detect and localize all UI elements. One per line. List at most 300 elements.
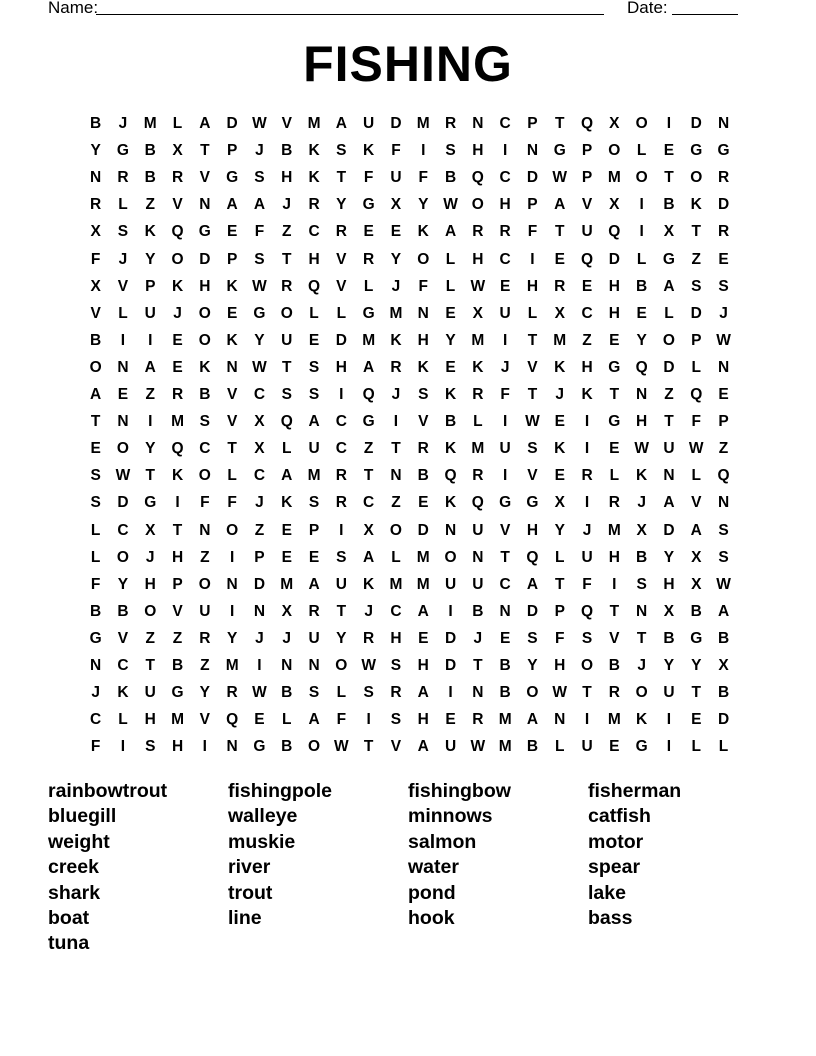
- grid-letter[interactable]: B: [144, 169, 156, 187]
- grid-letter[interactable]: B: [663, 196, 675, 214]
- grid-letter[interactable]: T: [336, 169, 347, 187]
- grid-letter[interactable]: G: [226, 169, 239, 187]
- grid-letter[interactable]: R: [390, 358, 402, 376]
- grid-letter[interactable]: Q: [226, 711, 239, 729]
- grid-letter[interactable]: D: [663, 521, 675, 539]
- grid-letter[interactable]: E: [554, 467, 565, 485]
- grid-letter[interactable]: C: [363, 494, 375, 512]
- grid-letter[interactable]: R: [499, 223, 511, 241]
- grid-letter[interactable]: U: [199, 602, 211, 620]
- grid-letter[interactable]: M: [389, 575, 403, 593]
- grid-letter[interactable]: R: [472, 223, 484, 241]
- grid-letter[interactable]: I: [639, 223, 644, 241]
- grid-letter[interactable]: R: [363, 629, 375, 647]
- grid-letter[interactable]: E: [636, 304, 647, 322]
- grid-letter[interactable]: P: [581, 169, 593, 187]
- grid-letter[interactable]: U: [281, 331, 293, 349]
- grid-letter[interactable]: K: [554, 440, 566, 458]
- grid-letter[interactable]: O: [471, 196, 484, 214]
- grid-letter[interactable]: D: [117, 494, 129, 512]
- grid-letter[interactable]: S: [308, 386, 320, 403]
- grid-letter[interactable]: R: [717, 223, 730, 241]
- grid-letter[interactable]: Y: [418, 196, 429, 214]
- grid-letter[interactable]: E: [609, 738, 620, 756]
- grid-letter[interactable]: Y: [254, 331, 265, 349]
- grid-letter[interactable]: U: [663, 440, 675, 458]
- grid-letter[interactable]: K: [444, 494, 457, 512]
- grid-letter[interactable]: E: [90, 440, 101, 458]
- grid-letter[interactable]: M: [307, 115, 321, 132]
- grid-letter[interactable]: L: [718, 738, 729, 756]
- grid-letter[interactable]: L: [609, 467, 620, 485]
- grid-letter[interactable]: S: [390, 657, 402, 674]
- grid-letter[interactable]: A: [690, 521, 702, 539]
- grid-letter[interactable]: E: [718, 250, 729, 268]
- grid-letter[interactable]: A: [554, 196, 566, 214]
- grid-letter[interactable]: G: [253, 304, 266, 322]
- grid-letter[interactable]: E: [308, 548, 320, 566]
- grid-letter[interactable]: Z: [391, 494, 401, 512]
- grid-letter[interactable]: H: [171, 738, 184, 756]
- grid-letter[interactable]: J: [582, 521, 592, 539]
- grid-letter[interactable]: M: [171, 413, 184, 431]
- grid-letter[interactable]: B: [636, 277, 648, 295]
- grid-letter[interactable]: B: [117, 602, 129, 620]
- grid-letter[interactable]: N: [717, 494, 730, 512]
- grid-letter[interactable]: E: [445, 711, 456, 729]
- grid-letter[interactable]: N: [444, 521, 457, 539]
- grid-letter[interactable]: V: [581, 196, 593, 214]
- grid-letter[interactable]: L: [555, 548, 565, 566]
- grid-letter[interactable]: R: [472, 467, 484, 485]
- grid-letter[interactable]: I: [175, 494, 180, 512]
- grid-letter[interactable]: B: [526, 738, 539, 756]
- grid-letter[interactable]: H: [581, 358, 593, 376]
- grid-letter[interactable]: Z: [718, 440, 729, 458]
- grid-letter[interactable]: W: [252, 115, 267, 132]
- grid-letter[interactable]: K: [690, 196, 702, 214]
- grid-letter[interactable]: I: [393, 413, 399, 431]
- grid-letter[interactable]: G: [171, 684, 184, 702]
- grid-letter[interactable]: C: [90, 711, 102, 729]
- grid-letter[interactable]: O: [198, 304, 211, 322]
- grid-letter[interactable]: G: [144, 494, 157, 512]
- grid-letter[interactable]: S: [390, 711, 402, 729]
- grid-letter[interactable]: X: [390, 196, 402, 214]
- grid-letter[interactable]: S: [308, 494, 320, 512]
- grid-letter[interactable]: I: [229, 602, 235, 620]
- grid-letter[interactable]: O: [144, 602, 157, 620]
- grid-letter[interactable]: N: [636, 602, 648, 620]
- grid-letter[interactable]: E: [499, 629, 511, 647]
- grid-letter[interactable]: U: [144, 304, 156, 322]
- grid-letter[interactable]: D: [417, 521, 429, 539]
- grid-letter[interactable]: Q: [444, 467, 457, 485]
- grid-letter[interactable]: A: [363, 358, 375, 376]
- grid-letter[interactable]: U: [472, 521, 484, 539]
- grid-letter[interactable]: G: [198, 223, 211, 241]
- grid-letter[interactable]: J: [255, 629, 264, 647]
- grid-letter[interactable]: N: [472, 115, 484, 132]
- grid-letter[interactable]: E: [172, 331, 183, 349]
- grid-letter[interactable]: N: [199, 196, 211, 214]
- grid-letter[interactable]: O: [198, 331, 211, 349]
- grid-letter[interactable]: A: [308, 711, 320, 729]
- grid-letter[interactable]: A: [308, 575, 320, 593]
- grid-letter[interactable]: T: [664, 169, 674, 187]
- grid-letter[interactable]: H: [472, 250, 484, 268]
- grid-letter[interactable]: B: [499, 657, 511, 674]
- grid-letter[interactable]: X: [172, 142, 183, 160]
- grid-letter[interactable]: Z: [363, 440, 374, 458]
- grid-letter[interactable]: L: [336, 304, 347, 322]
- grid-letter[interactable]: I: [502, 142, 508, 160]
- grid-letter[interactable]: O: [389, 521, 402, 539]
- grid-letter[interactable]: R: [608, 684, 620, 702]
- grid-letter[interactable]: G: [553, 142, 566, 160]
- grid-letter[interactable]: E: [663, 142, 675, 160]
- grid-letter[interactable]: I: [257, 657, 262, 674]
- grid-letter[interactable]: O: [308, 738, 321, 756]
- grid-letter[interactable]: C: [117, 521, 129, 539]
- grid-letter[interactable]: Y: [145, 440, 156, 458]
- grid-letter[interactable]: A: [308, 413, 320, 431]
- grid-letter[interactable]: O: [690, 169, 703, 187]
- grid-letter[interactable]: D: [717, 196, 730, 214]
- grid-letter[interactable]: T: [363, 467, 374, 485]
- grid-letter[interactable]: I: [530, 250, 535, 268]
- grid-letter[interactable]: V: [609, 629, 620, 647]
- grid-letter[interactable]: T: [336, 602, 347, 620]
- grid-letter[interactable]: P: [527, 196, 538, 214]
- grid-letter[interactable]: L: [282, 711, 292, 729]
- grid-letter[interactable]: L: [336, 684, 347, 702]
- grid-letter[interactable]: I: [502, 331, 508, 349]
- grid-letter[interactable]: D: [526, 602, 539, 620]
- grid-letter[interactable]: W: [470, 738, 486, 756]
- grid-letter[interactable]: Q: [526, 548, 539, 566]
- name-blank-line[interactable]: [96, 14, 604, 15]
- grid-letter[interactable]: S: [718, 548, 729, 566]
- grid-letter[interactable]: X: [691, 575, 702, 593]
- grid-letter[interactable]: Q: [717, 467, 730, 485]
- grid-letter[interactable]: O: [526, 684, 539, 702]
- grid-letter[interactable]: X: [636, 521, 647, 539]
- grid-letter[interactable]: D: [444, 657, 457, 674]
- grid-letter[interactable]: F: [363, 169, 374, 187]
- grid-letter[interactable]: E: [172, 358, 183, 376]
- grid-letter[interactable]: B: [281, 142, 293, 160]
- grid-letter[interactable]: P: [226, 250, 238, 268]
- grid-letter[interactable]: W: [716, 331, 731, 349]
- grid-letter[interactable]: N: [554, 711, 566, 729]
- grid-letter[interactable]: S: [254, 250, 265, 268]
- grid-letter[interactable]: A: [663, 277, 675, 295]
- grid-letter[interactable]: P: [718, 413, 729, 431]
- grid-letter[interactable]: B: [636, 548, 648, 566]
- grid-letter[interactable]: F: [90, 575, 101, 593]
- grid-letter[interactable]: M: [143, 115, 157, 132]
- grid-letter[interactable]: I: [229, 548, 235, 566]
- grid-letter[interactable]: H: [390, 629, 402, 647]
- grid-letter[interactable]: L: [227, 467, 237, 485]
- grid-letter[interactable]: E: [281, 548, 292, 566]
- grid-letter[interactable]: J: [118, 250, 128, 268]
- grid-letter[interactable]: H: [144, 575, 156, 593]
- grid-letter[interactable]: A: [199, 115, 211, 132]
- grid-letter[interactable]: L: [473, 413, 483, 431]
- grid-letter[interactable]: N: [663, 467, 675, 485]
- grid-letter[interactable]: T: [636, 629, 647, 647]
- grid-letter[interactable]: X: [663, 223, 675, 241]
- grid-letter[interactable]: T: [555, 115, 565, 132]
- grid-letter[interactable]: S: [308, 684, 320, 702]
- grid-letter[interactable]: T: [145, 467, 155, 485]
- grid-letter[interactable]: I: [584, 711, 590, 729]
- grid-letter[interactable]: N: [226, 358, 238, 376]
- grid-letter[interactable]: T: [609, 386, 620, 403]
- grid-letter[interactable]: P: [691, 331, 702, 349]
- grid-letter[interactable]: F: [418, 169, 428, 187]
- grid-letter[interactable]: R: [199, 629, 211, 647]
- grid-letter[interactable]: Y: [390, 250, 402, 268]
- grid-letter[interactable]: H: [499, 196, 511, 214]
- grid-letter[interactable]: C: [499, 115, 511, 132]
- grid-letter[interactable]: B: [663, 629, 675, 647]
- grid-letter[interactable]: T: [555, 223, 565, 241]
- grid-letter[interactable]: Q: [471, 494, 484, 512]
- grid-letter[interactable]: G: [608, 413, 621, 431]
- grid-letter[interactable]: X: [472, 304, 483, 322]
- grid-letter[interactable]: G: [690, 629, 703, 647]
- grid-letter[interactable]: K: [199, 358, 211, 376]
- grid-letter[interactable]: S: [691, 277, 702, 295]
- grid-letter[interactable]: I: [584, 494, 590, 512]
- grid-letter[interactable]: J: [391, 277, 401, 295]
- grid-letter[interactable]: W: [361, 657, 376, 674]
- grid-letter[interactable]: O: [635, 115, 648, 132]
- grid-letter[interactable]: R: [581, 467, 593, 485]
- grid-letter[interactable]: N: [281, 657, 293, 674]
- grid-letter[interactable]: E: [499, 277, 511, 295]
- grid-letter[interactable]: D: [335, 331, 347, 349]
- grid-letter[interactable]: H: [608, 548, 620, 566]
- grid-letter[interactable]: X: [90, 277, 101, 295]
- grid-letter[interactable]: O: [116, 548, 129, 566]
- grid-letter[interactable]: X: [254, 440, 265, 458]
- grid-letter[interactable]: N: [390, 467, 402, 485]
- grid-letter[interactable]: S: [336, 548, 347, 566]
- grid-letter[interactable]: E: [691, 711, 702, 729]
- grid-letter[interactable]: X: [254, 413, 265, 431]
- grid-letter[interactable]: H: [472, 142, 484, 160]
- grid-letter[interactable]: M: [553, 331, 567, 349]
- grid-letter[interactable]: G: [253, 738, 266, 756]
- grid-letter[interactable]: D: [444, 629, 457, 647]
- grid-letter[interactable]: G: [362, 304, 375, 322]
- grid-letter[interactable]: J: [145, 548, 155, 566]
- grid-letter[interactable]: I: [202, 738, 207, 756]
- grid-letter[interactable]: X: [663, 602, 675, 620]
- grid-letter[interactable]: W: [252, 358, 267, 376]
- grid-letter[interactable]: O: [444, 548, 457, 566]
- grid-letter[interactable]: R: [308, 602, 320, 620]
- grid-letter[interactable]: P: [527, 115, 538, 132]
- grid-letter[interactable]: B: [90, 602, 102, 620]
- grid-letter[interactable]: U: [444, 738, 457, 756]
- grid-letter[interactable]: W: [334, 738, 349, 756]
- grid-letter[interactable]: L: [445, 277, 456, 295]
- grid-letter[interactable]: D: [226, 115, 238, 132]
- grid-letter[interactable]: V: [226, 413, 238, 431]
- grid-letter[interactable]: N: [199, 521, 211, 539]
- grid-letter[interactable]: S: [254, 169, 265, 187]
- grid-letter[interactable]: C: [390, 602, 402, 620]
- grid-letter[interactable]: X: [145, 521, 156, 539]
- grid-letter[interactable]: S: [527, 440, 538, 458]
- grid-letter[interactable]: B: [499, 684, 511, 702]
- grid-letter[interactable]: N: [472, 548, 484, 566]
- grid-letter[interactable]: M: [607, 711, 621, 729]
- grid-letter[interactable]: T: [282, 250, 292, 268]
- grid-letter[interactable]: E: [718, 386, 729, 403]
- grid-letter[interactable]: Z: [254, 521, 265, 539]
- grid-letter[interactable]: E: [554, 413, 565, 431]
- grid-letter[interactable]: J: [473, 629, 483, 647]
- grid-letter[interactable]: U: [472, 575, 484, 593]
- grid-letter[interactable]: H: [144, 711, 156, 729]
- grid-letter[interactable]: S: [90, 467, 101, 485]
- grid-letter[interactable]: V: [691, 494, 702, 512]
- grid-letter[interactable]: L: [555, 738, 565, 756]
- grid-letter[interactable]: D: [608, 250, 620, 268]
- grid-letter[interactable]: S: [445, 142, 456, 160]
- grid-letter[interactable]: Z: [664, 386, 674, 403]
- grid-letter[interactable]: W: [552, 684, 568, 702]
- grid-letter[interactable]: R: [90, 196, 102, 214]
- grid-letter[interactable]: X: [609, 196, 620, 214]
- grid-letter[interactable]: L: [445, 250, 456, 268]
- grid-letter[interactable]: H: [417, 711, 429, 729]
- grid-letter[interactable]: T: [473, 657, 483, 674]
- grid-letter[interactable]: K: [117, 684, 129, 702]
- grid-letter[interactable]: R: [390, 684, 402, 702]
- grid-letter[interactable]: M: [498, 738, 512, 756]
- grid-letter[interactable]: H: [308, 250, 320, 268]
- grid-letter[interactable]: L: [118, 711, 128, 729]
- grid-letter[interactable]: B: [281, 738, 293, 756]
- grid-letter[interactable]: Q: [362, 386, 375, 403]
- grid-letter[interactable]: H: [417, 331, 429, 349]
- grid-letter[interactable]: N: [472, 684, 484, 702]
- grid-letter[interactable]: U: [363, 115, 375, 132]
- grid-letter[interactable]: C: [499, 250, 511, 268]
- grid-letter[interactable]: B: [90, 331, 102, 349]
- grid-letter[interactable]: B: [281, 684, 293, 702]
- grid-letter[interactable]: H: [417, 657, 429, 674]
- grid-letter[interactable]: Q: [581, 250, 594, 268]
- grid-letter[interactable]: R: [281, 277, 293, 295]
- grid-letter[interactable]: F: [527, 223, 538, 241]
- grid-letter[interactable]: K: [363, 142, 375, 160]
- grid-letter[interactable]: T: [500, 548, 510, 566]
- grid-letter[interactable]: O: [89, 358, 102, 376]
- grid-letter[interactable]: E: [363, 223, 374, 241]
- grid-letter[interactable]: K: [281, 494, 293, 512]
- grid-letter[interactable]: S: [199, 413, 210, 431]
- grid-letter[interactable]: Z: [200, 548, 210, 566]
- grid-letter[interactable]: Y: [663, 657, 675, 674]
- grid-letter[interactable]: V: [90, 304, 101, 322]
- grid-letter[interactable]: F: [582, 575, 592, 593]
- grid-letter[interactable]: N: [90, 657, 102, 674]
- grid-letter[interactable]: G: [362, 413, 375, 431]
- grid-letter[interactable]: K: [308, 142, 320, 160]
- grid-letter[interactable]: W: [552, 169, 568, 187]
- grid-letter[interactable]: Y: [90, 142, 101, 160]
- grid-letter[interactable]: N: [526, 142, 539, 160]
- grid-letter[interactable]: N: [499, 602, 511, 620]
- grid-letter[interactable]: Y: [663, 548, 675, 566]
- grid-letter[interactable]: H: [554, 657, 566, 674]
- grid-letter[interactable]: Y: [691, 657, 702, 674]
- grid-letter[interactable]: M: [280, 575, 294, 593]
- grid-letter[interactable]: N: [717, 115, 730, 132]
- grid-letter[interactable]: N: [417, 304, 429, 322]
- grid-letter[interactable]: M: [607, 169, 621, 187]
- grid-letter[interactable]: C: [308, 223, 320, 241]
- grid-letter[interactable]: Y: [527, 657, 538, 674]
- grid-letter[interactable]: Q: [171, 223, 184, 241]
- grid-letter[interactable]: U: [390, 169, 402, 187]
- grid-letter[interactable]: H: [526, 277, 539, 295]
- grid-letter[interactable]: S: [145, 738, 156, 756]
- grid-letter[interactable]: R: [417, 440, 429, 458]
- grid-letter[interactable]: A: [663, 494, 675, 512]
- grid-letter[interactable]: Q: [581, 602, 594, 620]
- grid-letter[interactable]: S: [527, 629, 538, 647]
- grid-letter[interactable]: V: [336, 277, 347, 295]
- grid-letter[interactable]: D: [717, 711, 730, 729]
- grid-letter[interactable]: L: [118, 304, 128, 322]
- grid-letter[interactable]: X: [554, 304, 565, 322]
- grid-letter[interactable]: F: [391, 142, 401, 160]
- grid-letter[interactable]: E: [281, 521, 292, 539]
- grid-letter[interactable]: O: [116, 440, 129, 458]
- grid-letter[interactable]: G: [362, 196, 375, 214]
- grid-letter[interactable]: B: [717, 629, 730, 647]
- grid-letter[interactable]: T: [664, 413, 674, 431]
- grid-letter[interactable]: R: [171, 386, 184, 403]
- grid-letter[interactable]: L: [691, 467, 701, 485]
- grid-letter[interactable]: V: [527, 358, 538, 376]
- grid-letter[interactable]: S: [718, 521, 729, 539]
- grid-letter[interactable]: I: [366, 711, 371, 729]
- grid-letter[interactable]: T: [282, 358, 292, 376]
- grid-letter[interactable]: A: [253, 196, 266, 214]
- grid-letter[interactable]: Q: [308, 277, 321, 295]
- grid-letter[interactable]: I: [339, 521, 344, 539]
- grid-letter[interactable]: U: [335, 575, 347, 593]
- grid-letter[interactable]: A: [444, 223, 457, 241]
- grid-letter[interactable]: A: [281, 467, 293, 485]
- grid-letter[interactable]: K: [636, 467, 648, 485]
- grid-letter[interactable]: O: [198, 467, 211, 485]
- grid-letter[interactable]: R: [363, 250, 375, 268]
- grid-letter[interactable]: L: [636, 250, 647, 268]
- grid-letter[interactable]: D: [690, 304, 702, 322]
- grid-letter[interactable]: Y: [145, 250, 156, 268]
